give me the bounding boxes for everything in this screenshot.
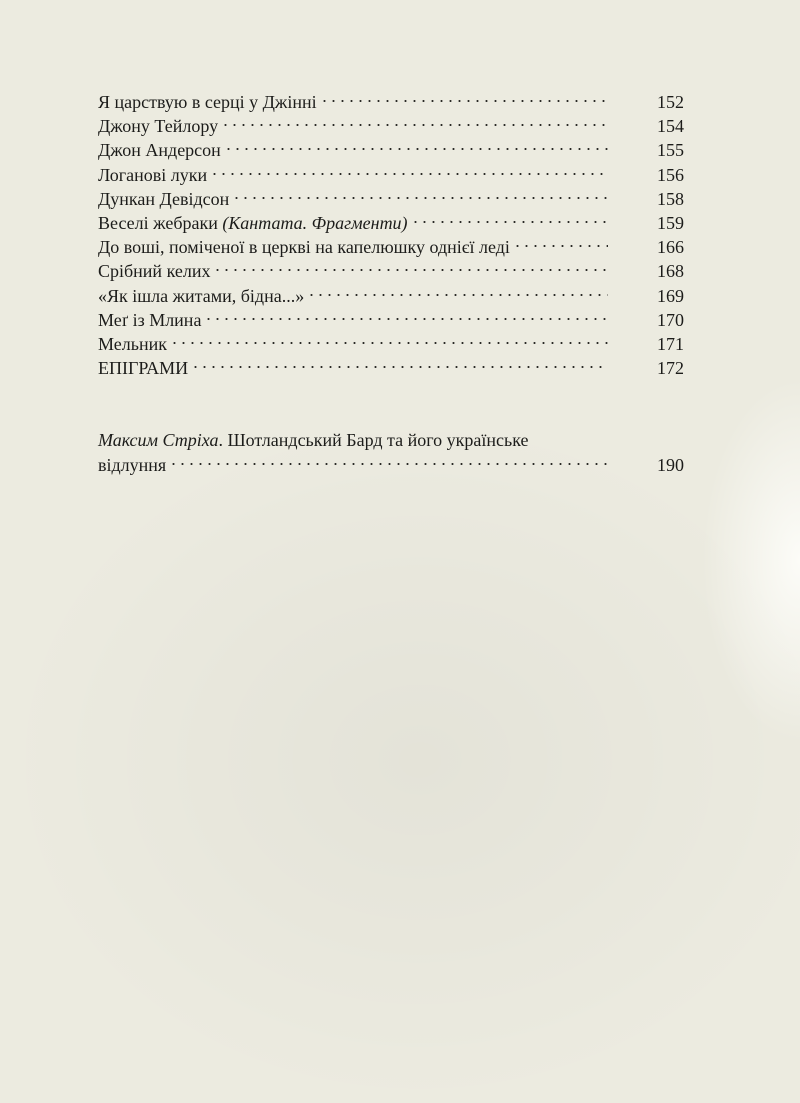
afterword-author: Максим Стріха [98, 430, 219, 450]
toc-entry-title: Логанові луки [98, 164, 208, 185]
toc-entry-title: «Як ішла житами, бідна...» [98, 285, 305, 306]
toc-entry-title: Веселі жебраки (Кантата. Фрагменти) [98, 212, 408, 233]
dot-leader [224, 145, 608, 153]
toc-entry-title: Меґ із Млина [98, 309, 202, 330]
afterword-title-continued: відлуння [98, 455, 167, 475]
toc-entry-title: Срібний келих [98, 261, 211, 282]
toc-entry-page: 168 [657, 261, 684, 282]
toc-entry [98, 356, 684, 380]
toc-entry-page: 171 [657, 333, 684, 354]
dot-leader [320, 97, 608, 105]
toc-entry-page: 169 [657, 285, 684, 306]
afterword-title: . Шотландський Бард та його українське [218, 430, 529, 450]
dot-leader [169, 460, 608, 468]
dot-leader [221, 121, 608, 129]
toc-entry [98, 259, 684, 283]
toc-entry-page: 159 [657, 212, 684, 233]
afterword-title-line [98, 428, 684, 453]
toc-entry-title: Дункан Девідсон [98, 188, 230, 209]
toc-entry-title: Мельник [98, 333, 167, 354]
toc-entry [98, 308, 684, 332]
toc-entry [98, 90, 684, 114]
dot-leader [232, 194, 608, 202]
dot-leader [411, 218, 608, 226]
toc-entry [98, 114, 684, 138]
toc-entry-title: Джону Тейлору [98, 116, 219, 137]
toc-entry-title: Джон Андерсон [98, 140, 221, 161]
toc-entry-title: ЕПІГРАМИ [98, 358, 189, 379]
toc-entry-page: 166 [657, 237, 684, 258]
toc-entry-page: 155 [657, 140, 684, 161]
toc-entry [98, 332, 684, 356]
toc-entry-page: 170 [657, 309, 684, 330]
toc-entry-title: Я царствую в серці у Джінні [98, 92, 317, 112]
dot-leader [210, 170, 608, 178]
toc-entry [98, 211, 684, 235]
dot-leader [191, 363, 608, 371]
toc-entry [98, 138, 684, 162]
toc-entry [98, 187, 684, 211]
toc-entry [98, 235, 684, 259]
afterword-page: 190 [657, 455, 684, 475]
toc-entry-title: До воші, поміченої в церкві на капелюшку однієї леді [98, 237, 510, 258]
toc-entry-page: 154 [657, 116, 684, 137]
toc-entry [98, 453, 684, 478]
toc-entry-page: 158 [657, 188, 684, 209]
dot-leader [307, 291, 608, 299]
dot-leader [170, 339, 608, 347]
toc-entry-page: 152 [657, 92, 684, 112]
toc-entry [98, 284, 684, 308]
dot-leader [213, 266, 608, 274]
toc-entry [98, 163, 684, 187]
dot-leader [513, 242, 608, 250]
table-of-contents [98, 90, 684, 380]
afterword-entry [98, 428, 684, 478]
dot-leader [204, 315, 608, 323]
toc-entry-page: 172 [657, 358, 684, 379]
toc-entry-page: 156 [657, 164, 684, 185]
